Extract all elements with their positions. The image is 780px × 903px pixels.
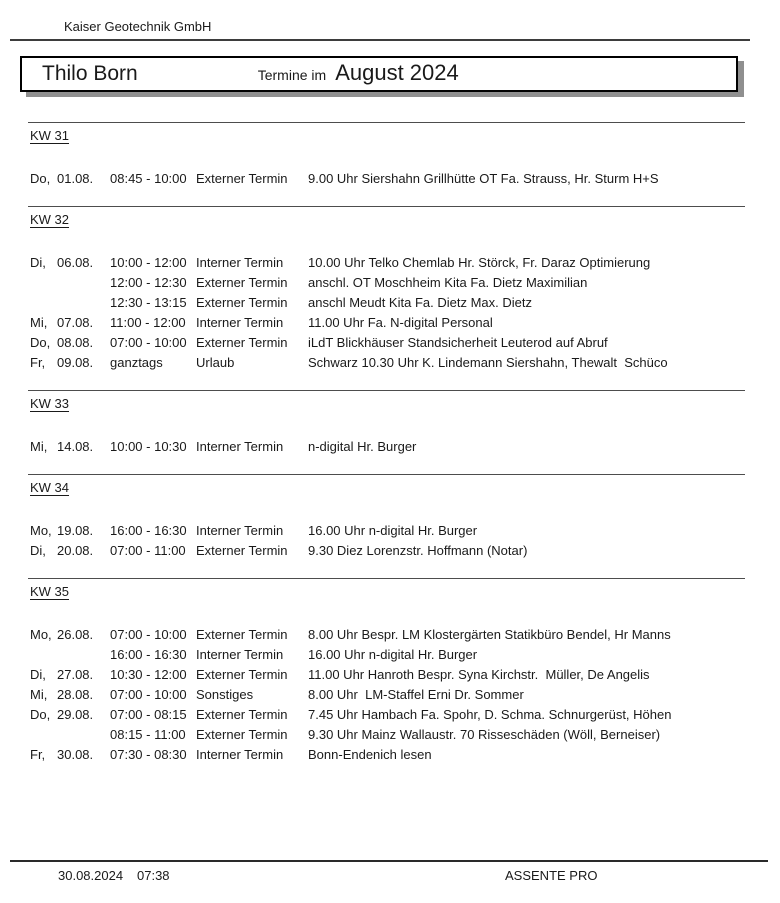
appointment-type: Interner Termin <box>196 439 284 454</box>
appointment-date: 27.08. <box>57 667 94 682</box>
week-heading: KW 34 <box>30 480 70 495</box>
appointment-description: 9.30 Diez Lorenzstr. Hoffmann (Notar) <box>308 543 528 558</box>
report-title-month: August 2024 <box>335 60 459 85</box>
appointment-time: 10:00 - 10:30 <box>110 439 187 454</box>
appointment-time: 08:15 - 11:00 <box>110 727 186 742</box>
appointment-day: Di, <box>30 667 46 682</box>
appointment-description: 16.00 Uhr n-digital Hr. Burger <box>308 523 478 538</box>
appointment-time: 07:00 - 08:15 <box>110 707 187 722</box>
appointment-day: Do, <box>30 707 51 722</box>
appointment-description: 16.00 Uhr n-digital Hr. Burger <box>308 647 478 662</box>
appointment-description: 11.00 Uhr Fa. N-digital Personal <box>308 315 493 330</box>
print-date: 30.08.2024 <box>58 868 124 883</box>
appointment-type: Externer Termin <box>196 171 288 186</box>
appointment-description: 7.45 Uhr Hambach Fa. Spohr, D. Schma. Schnurgerüst, Höhen <box>308 707 672 722</box>
appointment-type: Externer Termin <box>196 707 288 722</box>
week-rows <box>30 438 745 458</box>
appointment-time: 10:00 - 12:00 <box>110 255 187 270</box>
appointment-date: 09.08. <box>57 355 94 370</box>
appointment-type: Externer Termin <box>196 727 288 742</box>
week-section <box>28 474 745 562</box>
appointment-row <box>30 542 745 562</box>
appointment-time: 07:00 - 10:00 <box>110 627 187 642</box>
appointment-day: Mo, <box>30 627 52 642</box>
appointment-type: Externer Termin <box>196 295 288 310</box>
appointment-type: Interner Termin <box>196 315 284 330</box>
appointment-type: Externer Termin <box>196 543 288 558</box>
title-box <box>20 56 738 92</box>
appointment-date: 19.08. <box>57 523 94 538</box>
week-rows <box>30 170 745 190</box>
appointment-time: 11:00 - 12:00 <box>110 315 186 330</box>
appointment-date: 30.08. <box>57 747 94 762</box>
print-time: 07:38 <box>137 868 170 883</box>
week-section <box>28 578 745 766</box>
appointment-time: 07:30 - 08:30 <box>110 747 187 762</box>
appointment-description: 11.00 Uhr Hanroth Bespr. Syna Kirchstr. Müller, De Angelis <box>308 667 650 682</box>
week-heading: KW 31 <box>30 128 70 143</box>
company-name: Kaiser Geotechnik GmbH <box>64 19 212 34</box>
appointment-description: anschl Meudt Kita Fa. Dietz Max. Dietz <box>308 295 532 310</box>
appointment-row <box>30 666 745 686</box>
appointment-row <box>30 334 745 354</box>
appointment-time: 12:30 - 13:15 <box>110 295 187 310</box>
appointment-row <box>30 274 745 294</box>
week-rows <box>30 254 745 374</box>
appointment-day: Fr, <box>30 355 46 370</box>
appointment-type: Interner Termin <box>196 747 284 762</box>
appointment-day: Mo, <box>30 523 52 538</box>
appointment-type: Urlaub <box>196 355 235 370</box>
week-rows <box>30 626 745 766</box>
week-rows <box>30 522 745 562</box>
appointment-day: Mi, <box>30 687 48 702</box>
week-heading: KW 33 <box>30 396 70 411</box>
appointment-day: Fr, <box>30 747 46 762</box>
appointment-time: 16:00 - 16:30 <box>110 647 187 662</box>
appointment-day: Do, <box>30 335 51 350</box>
appointment-type: Externer Termin <box>196 627 288 642</box>
header-rule <box>10 39 750 41</box>
appointment-time: 12:00 - 12:30 <box>110 275 187 290</box>
appointments-list <box>0 92 780 766</box>
appointment-description: n-digital Hr. Burger <box>308 439 417 454</box>
week-heading: KW 32 <box>30 212 70 227</box>
appointment-description: iLdT Blickhäuser Standsicherheit Leuterod auf Abruf <box>308 335 608 350</box>
appointment-time: 16:00 - 16:30 <box>110 523 187 538</box>
appointment-time: 07:00 - 10:00 <box>110 335 187 350</box>
appointment-row <box>30 438 745 458</box>
appointment-date: 26.08. <box>57 627 94 642</box>
appointment-description: 9.30 Uhr Mainz Wallaustr. 70 Risseschäden (Wöll, Berneiser) <box>308 727 661 742</box>
appointment-row <box>30 626 745 646</box>
appointment-description: 8.00 Uhr Bespr. LM Klostergärten Statikbüro Bendel, Hr Manns <box>308 627 671 642</box>
appointment-time: 07:00 - 11:00 <box>110 543 186 558</box>
app-name: ASSENTE PRO <box>505 868 598 883</box>
appointment-description: 10.00 Uhr Telko Chemlab Hr. Störck, Fr. Daraz Optimierung <box>308 255 651 270</box>
appointment-row <box>30 746 745 766</box>
appointment-row <box>30 522 745 542</box>
appointment-time: ganztags <box>110 355 163 370</box>
appointment-type: Interner Termin <box>196 255 284 270</box>
appointment-type: Externer Termin <box>196 275 288 290</box>
appointment-time: 08:45 - 10:00 <box>110 171 187 186</box>
appointment-row <box>30 706 745 726</box>
report-title-prefix: Termine im <box>257 67 327 83</box>
appointment-description: 8.00 Uhr LM-Staffel Erni Dr. Sommer <box>308 687 524 702</box>
footer-rule <box>10 860 768 862</box>
appointment-row <box>30 354 745 374</box>
appointment-row <box>30 686 745 706</box>
appointment-date: 14.08. <box>57 439 94 454</box>
appointment-date: 07.08. <box>57 315 94 330</box>
appointment-row <box>30 254 745 274</box>
appointment-date: 08.08. <box>57 335 94 350</box>
appointment-date: 28.08. <box>57 687 94 702</box>
person-name: Thilo Born <box>42 62 138 85</box>
appointment-date: 20.08. <box>57 543 94 558</box>
appointment-type: Externer Termin <box>196 335 288 350</box>
appointment-time: 07:00 - 10:00 <box>110 687 187 702</box>
appointment-date: 01.08. <box>57 171 94 186</box>
appointment-day: Di, <box>30 543 46 558</box>
appointment-type: Sonstiges <box>196 687 254 702</box>
appointment-type: Interner Termin <box>196 647 284 662</box>
appointment-description: Schwarz 10.30 Uhr K. Lindemann Siershahn, Thewalt Schüco <box>308 355 668 370</box>
week-section <box>28 390 745 458</box>
appointment-date: 29.08. <box>57 707 94 722</box>
appointment-day: Di, <box>30 255 46 270</box>
appointment-description: Bonn-Endenich lesen <box>308 747 432 762</box>
appointment-description: anschl. OT Moschheim Kita Fa. Dietz Maximilian <box>308 275 588 290</box>
appointment-day: Mi, <box>30 315 48 330</box>
appointment-type: Interner Termin <box>196 523 284 538</box>
appointment-time: 10:30 - 12:00 <box>110 667 187 682</box>
week-section <box>28 122 745 190</box>
appointment-row <box>30 314 745 334</box>
appointment-row <box>30 294 745 314</box>
appointment-day: Mi, <box>30 439 48 454</box>
appointment-day: Do, <box>30 171 51 186</box>
week-heading: KW 35 <box>30 584 70 599</box>
week-section <box>28 206 745 374</box>
appointment-row <box>30 726 745 746</box>
appointment-row <box>30 170 745 190</box>
appointment-date: 06.08. <box>57 255 94 270</box>
appointment-type: Externer Termin <box>196 667 288 682</box>
appointment-row <box>30 646 745 666</box>
appointment-description: 9.00 Uhr Siershahn Grillhütte OT Fa. Strauss, Hr. Sturm H+S <box>308 171 659 186</box>
